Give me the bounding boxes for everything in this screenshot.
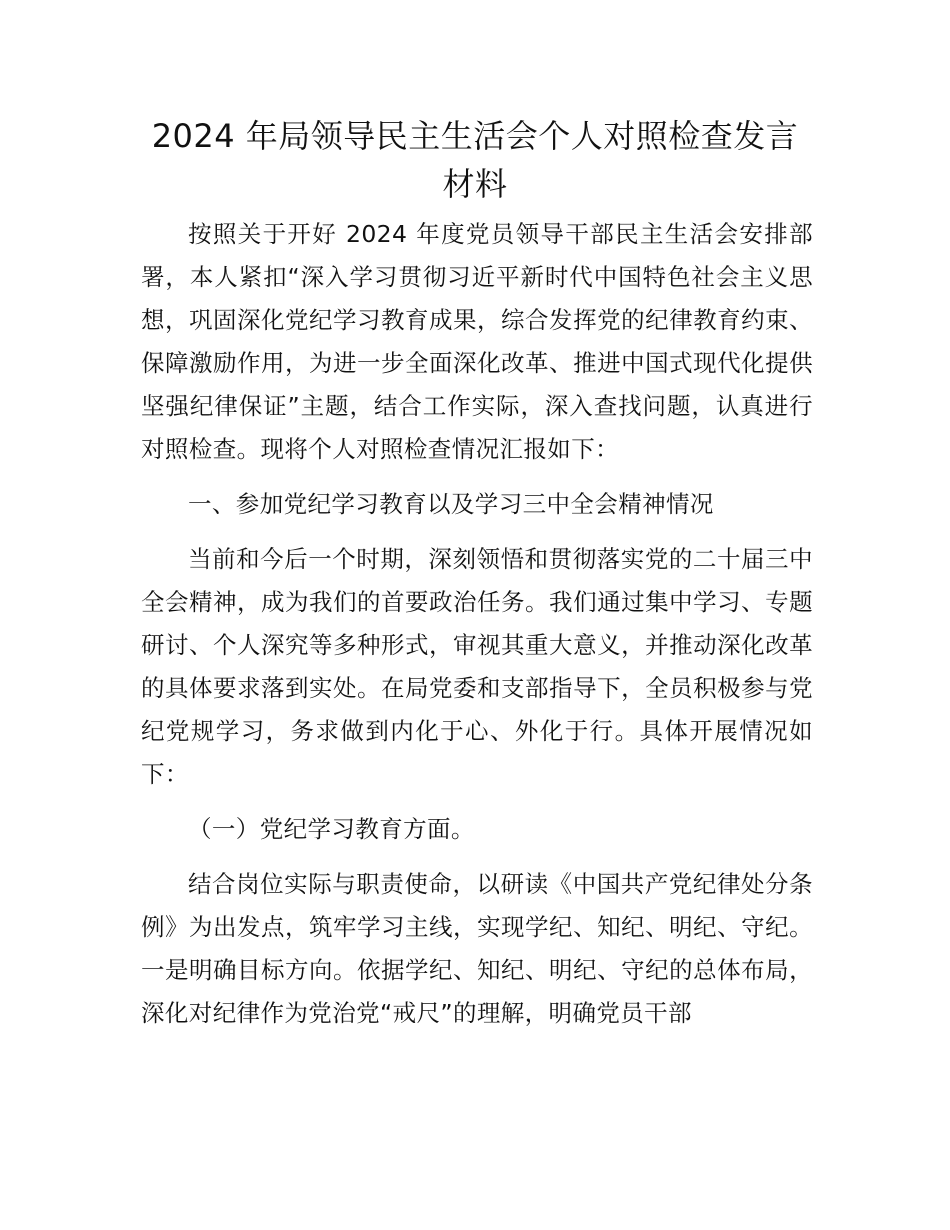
section-heading-1: 一、参加党纪学习教育以及学习三中全会精神情况 [188, 490, 714, 518]
intro-paragraph: 按照关于开好 2024 年度党员领导干部民主生活会安排部署，本人紧扣“深入学习贯彻习近平新时代中国特色社会主义思想，巩固深化党纪学习教育成果，综合发挥党的纪律教育约束、保障激励作用，为进一步全面深化改革、推进中国式现代化提供坚强纪律保证”主题，结合工作实际，深入查找问题，认真进行对照检查。现将个人对照检查情况汇报如下： [141, 220, 813, 463]
document-body [141, 213, 813, 1035]
title-line-1: 2024 年局领导民主生活会个人对照检查发言 [151, 117, 799, 155]
document-title [120, 112, 830, 208]
subsection-heading-1: （一）党纪学习教育方面。 [188, 815, 475, 843]
title-line-2: 材料 [442, 165, 508, 203]
subsection-1-paragraph: 结合岗位实际与职责使命，以研读《中国共产党纪律处分条例》为出发点，筑牢学习主线，实现学纪、知纪、明纪、守纪。一是明确目标方向。依据学纪、知纪、明纪、守纪的总体布局，深化对纪律作为党治党“戒尺”的理解，明确党员干部 [141, 870, 813, 1027]
section-1-paragraph: 当前和今后一个时期，深刻领悟和贯彻落实党的二十届三中全会精神，成为我们的首要政治任务。我们通过集中学习、专题研讨、个人深究等多种形式，审视其重大意义，并推动深化改革的具体要求落到实处。在局党委和支部指导下，全员积极参与党纪党规学习，务求做到内化于心、外化于行。具体开展情况如下： [141, 545, 813, 788]
